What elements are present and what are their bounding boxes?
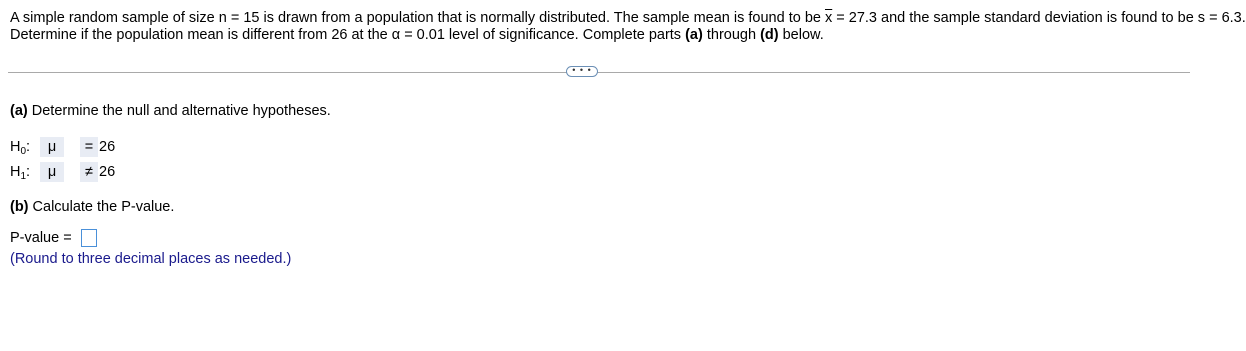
- question-line-2: [10, 27, 1195, 44]
- h1-parameter-select[interactable]: μ: [40, 162, 64, 182]
- rounding-note: (Round to three decimal places as needed.): [10, 251, 292, 267]
- pvalue-label: P-value =: [10, 230, 72, 246]
- question-line-1-end: = 27.3 and the sample standard deviation is found to be s = 6.3.: [832, 10, 1246, 26]
- question-line-2-start: Determine if the population mean is different from 26 at the α = 0.01 level of significance. Complete parts: [10, 27, 686, 43]
- pvalue-row: [10, 230, 72, 250]
- h1-operator-select[interactable]: ≠: [80, 162, 98, 182]
- h1-value: 26: [99, 164, 116, 180]
- h0-subscript: 0: [20, 146, 27, 157]
- part-a-text: Determine the null and alternative hypotheses.: [27, 103, 331, 119]
- question-line-1: [10, 10, 1246, 27]
- h0-letter: H: [10, 139, 21, 155]
- part-d-reference: (d): [760, 27, 779, 43]
- question-line-1-start: A simple random sample of size n = 15 is drawn from a population that is normally distributed. The sample mean is found to be: [10, 10, 825, 26]
- h1-colon: :: [26, 164, 31, 180]
- question-text: [10, 10, 1246, 44]
- h1-subscript: 1: [20, 171, 27, 182]
- part-a-heading: [10, 103, 331, 119]
- part-b-heading: [10, 199, 174, 215]
- h0-parameter-select[interactable]: μ: [40, 137, 64, 157]
- h1-letter: H: [10, 164, 21, 180]
- question-line-2-through: through: [702, 27, 761, 43]
- part-a-letter: (a): [10, 103, 28, 119]
- section-divider: [8, 72, 1190, 73]
- part-a-reference: (a): [685, 27, 703, 43]
- question-line-2-end: below.: [778, 27, 824, 43]
- null-hypothesis-label: [10, 139, 30, 157]
- part-b-letter: (b): [10, 199, 29, 215]
- pvalue-input[interactable]: [81, 229, 97, 247]
- h0-operator-select[interactable]: =: [80, 137, 98, 157]
- h0-value: 26: [99, 139, 116, 155]
- h0-colon: :: [26, 139, 31, 155]
- more-options-button[interactable]: • • •: [566, 66, 598, 77]
- alternative-hypothesis-label: [10, 164, 30, 182]
- sample-mean-symbol: $\overline{x}$: [824, 10, 833, 26]
- part-b-text: Calculate the P-value.: [28, 199, 175, 215]
